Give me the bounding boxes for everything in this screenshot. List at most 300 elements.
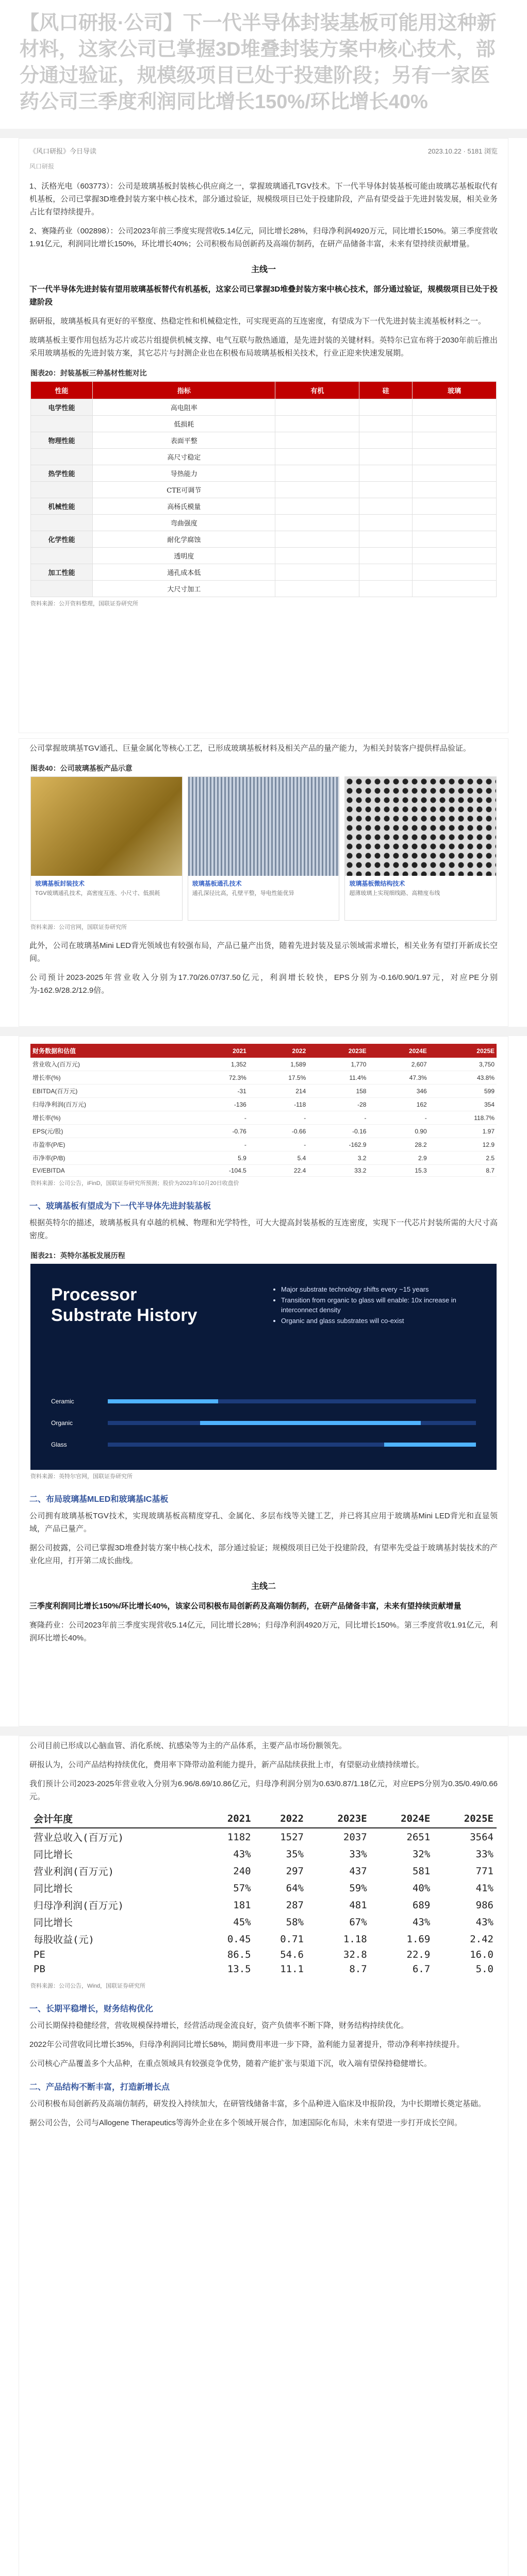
figure-note: 资料来源：公司公告，iFinD，国联证券研究所预测；股价为2023年10月20日收盘价 <box>30 1180 239 1187</box>
table-row <box>31 432 497 449</box>
forecast-table <box>30 1809 497 1976</box>
table-cell: 2037 <box>343 1831 367 1843</box>
table-cell: 1527 <box>280 1831 304 1843</box>
product-caption <box>345 876 496 920</box>
table-cell: 0.90 <box>368 1125 429 1138</box>
article-author: 风口研报 <box>29 163 55 170</box>
table-cell <box>275 482 359 498</box>
table-row <box>30 1058 497 1071</box>
table-row <box>31 416 497 432</box>
table-cell: 11.4% <box>308 1071 368 1084</box>
table-cell: 35% <box>286 1848 304 1860</box>
table-header-row <box>31 382 497 399</box>
table-row <box>31 465 497 482</box>
paragraph: 研报认为，公司产品结构持续优化，费用率下降带动盈利能力提升，新产品陆续获批上市，有望驱动业绩持续增长。 <box>29 1760 424 1769</box>
table-cell: 大尺寸加工 <box>93 581 275 597</box>
table-cell: 化学性能 <box>31 531 93 548</box>
table-cell: 弯曲强度 <box>93 515 275 531</box>
product-name: 玻璃基板封装技术 <box>35 880 85 887</box>
table-cell <box>31 581 93 597</box>
table-cell: 297 <box>286 1865 304 1877</box>
paragraph: 公司预计2023-2025年营业收入分别为17.70/26.07/37.50亿元，利润增长较快，EPS分别为-0.16/0.90/1.97元，对应PE分别为-162.9/28.2/12.9倍。 <box>29 973 498 995</box>
table-cell <box>275 581 359 597</box>
table-cell: 22.9 <box>406 1949 431 1960</box>
table-cell: 33% <box>349 1848 367 1860</box>
table-cell: 1182 <box>227 1831 251 1843</box>
table-row <box>30 1845 497 1862</box>
timeline-bar <box>108 1443 476 1447</box>
timeline-label: Ceramic <box>51 1398 74 1405</box>
table-header-cell: 2024E <box>370 1809 434 1828</box>
table-cell: 28.2 <box>368 1138 429 1151</box>
table-cell: 346 <box>368 1084 429 1098</box>
table-cell: - <box>249 1111 308 1125</box>
table-header-cell: 性能 <box>31 382 93 399</box>
table-cell: 8.7 <box>349 1963 367 1975</box>
table-header-cell: 有机 <box>275 382 359 399</box>
table-header-cell: 硅 <box>359 382 413 399</box>
table-cell <box>359 449 413 465</box>
table-cell: 营业收入(百万元) <box>30 1058 189 1071</box>
table-cell <box>359 581 413 597</box>
table-cell: 1.69 <box>406 1933 431 1945</box>
table-cell: 5.4 <box>249 1151 308 1165</box>
table-cell: 市盈率(P/E) <box>30 1138 189 1151</box>
table-row <box>30 1930 497 1947</box>
article-card-1 <box>19 138 508 733</box>
table-header-cell: 指标 <box>93 382 275 399</box>
section-heading: 二、产品结构不断丰富，打造新增长点 <box>29 2083 170 2092</box>
table-cell: - <box>368 1111 429 1125</box>
timeline-bar <box>108 1421 476 1425</box>
paragraph: 公司积极布局创新药及高端仿制药，研发投入持续加大，在研管线储备丰富，多个品种进入临床及申报阶段，为中长期增长奠定基础。 <box>29 2099 486 2108</box>
financial-table <box>30 1044 497 1177</box>
table-header-row <box>30 1809 497 1828</box>
table-cell: 599 <box>429 1084 497 1098</box>
table-row <box>31 399 497 416</box>
table-cell: 市净率(P/B) <box>30 1151 189 1165</box>
table-cell: 2.42 <box>470 1933 493 1945</box>
figure-note: 资料来源：公开资料整理，国联证券研究所 <box>30 601 138 607</box>
product-desc: TGV玻璃通孔技术，高密度互连、小尺寸、低损耗 <box>35 890 160 896</box>
table-cell: 15.3 <box>368 1165 429 1177</box>
table-cell: 高杨氏模量 <box>93 498 275 515</box>
table-cell: -0.16 <box>308 1125 368 1138</box>
section-heading: 一、玻璃基板有望成为下一代半导体先进封装基板 <box>29 1202 211 1211</box>
table-header-cell: 2024E <box>368 1044 429 1058</box>
table-cell <box>412 465 496 482</box>
table-cell: - <box>308 1111 368 1125</box>
table-row <box>30 1879 497 1896</box>
table-cell: -104.5 <box>189 1165 248 1177</box>
table-cell: 0.45 <box>227 1933 251 1945</box>
timeline-row <box>51 1414 476 1432</box>
table-row <box>30 1862 497 1879</box>
table-header-cell: 2025E <box>429 1044 497 1058</box>
intro-item-2: 2、赛隆药业（002898）：公司2023年前三季度实现营收5.14亿元，同比增长28%，归母净利润4920万元，同比增长150%。第三季度营收1.91亿元，利润同比增长150%，环比增长40%；公司积极布局创新药及高端仿制药，在研产品储备丰富，未来有望持续贡献增量。 <box>29 227 498 248</box>
section-summary <box>19 1597 508 1616</box>
table-cell: 1,352 <box>189 1058 248 1071</box>
product-name: 玻璃基板通孔技术 <box>192 880 242 887</box>
table-cell: EPS(元/股) <box>30 1125 189 1138</box>
table-cell: EBITDA(百万元) <box>30 1084 189 1098</box>
figure-title: 图表40：公司玻璃基板产品示意 <box>30 764 133 772</box>
table-cell: PE <box>34 1949 45 1960</box>
table-header-cell: 会计年度 <box>30 1809 201 1828</box>
table-cell <box>275 416 359 432</box>
table-cell: 低损耗 <box>93 416 275 432</box>
table-cell <box>412 416 496 432</box>
table-cell: 3564 <box>470 1831 493 1843</box>
table-cell: 771 <box>475 1865 493 1877</box>
paragraph: 据公司披露，公司已掌握3D堆叠封装方案中核心技术，部分通过验证；规模级项目已处于投建阶段，有望率先受益于玻璃基封装技术的产业化应用，打开第二成长曲线。 <box>29 1544 498 1565</box>
table-header-cell: 财务数据和估值 <box>30 1044 189 1058</box>
product-caption <box>31 876 182 920</box>
section-heading: 一、长期平稳增长，财务结构优化 <box>29 2005 154 2013</box>
table-cell <box>412 515 496 531</box>
table-cell <box>275 548 359 564</box>
table-cell: 181 <box>233 1899 251 1911</box>
table-cell: 11.1 <box>280 1963 304 1975</box>
table-cell <box>275 449 359 465</box>
table-cell <box>412 449 496 465</box>
slide-bullets <box>273 1284 495 1327</box>
paragraph: 此外，公司在玻璃基Mini LED背光领域也有较强布局，产品已量产出货，随着先进封装及显示领域需求增长，相关业务有望打开新成长空间。 <box>29 941 498 963</box>
table-cell: 43% <box>475 1916 493 1928</box>
table-row <box>30 1084 497 1098</box>
table-cell: 54.6 <box>280 1949 304 1960</box>
table-cell: -0.76 <box>189 1125 248 1138</box>
timeline-bar <box>108 1399 476 1403</box>
intro-item-1: 1、沃格光电（603773）：公司是玻璃基板封装核心供应商之一，掌握玻璃通孔TGV技术。下一代半导体封装基板可能由玻璃芯基板取代有机基板，公司已掌握3D堆叠封装方案中核心技术，部分通过验证，规模级项目已处于投建阶段，产品有望受益于先进封装发展，相关业务占比有望持续提升。 <box>29 182 498 216</box>
paragraph: 2022年公司营收同比增长35%，归母净利润同比增长58%，期间费用率进一步下降，盈利能力显著提升，带动净利率持续提升。 <box>29 2040 465 2049</box>
table-cell <box>359 531 413 548</box>
section-header: 主线二 <box>251 1582 276 1591</box>
table-cell <box>275 432 359 449</box>
table-header-cell: 2023E <box>308 1044 368 1058</box>
product-caption <box>188 876 339 920</box>
table-cell <box>275 515 359 531</box>
table-cell: -162.9 <box>308 1138 368 1151</box>
table-header-cell: 2021 <box>201 1809 254 1828</box>
table-cell: 72.3% <box>189 1071 248 1084</box>
table-cell: 12.9 <box>429 1138 497 1151</box>
table-cell: 16.0 <box>470 1949 493 1960</box>
product-image <box>30 776 183 921</box>
table-cell <box>359 416 413 432</box>
table-cell: 通孔成本低 <box>93 564 275 581</box>
paragraph: 赛隆药业：公司2023年前三季度实现营收5.14亿元，同比增长28%；归母净利润4920万元，同比增长150%。第三季度营收1.91亿元，利润环比增长40%。 <box>29 1621 498 1642</box>
table-cell: 162 <box>368 1098 429 1111</box>
table-cell: 58% <box>286 1916 304 1928</box>
table-cell: 增长率(%) <box>30 1111 189 1125</box>
table-cell: 1.97 <box>429 1125 497 1138</box>
article-date: 2023.10.22 · 5181 浏览 <box>427 147 498 155</box>
table-cell <box>275 399 359 416</box>
slide-title <box>51 1284 197 1326</box>
table-cell: 22.4 <box>249 1165 308 1177</box>
table-cell: 13.5 <box>227 1963 251 1975</box>
table-header-cell: 2023E <box>307 1809 370 1828</box>
table-cell: 加工性能 <box>31 564 93 581</box>
intel-substrate-slide <box>30 1264 497 1470</box>
table-cell: 归母净利润(百万元) <box>30 1098 189 1111</box>
table-row <box>30 1947 497 1962</box>
table-cell: 营业利润(百万元) <box>34 1866 114 1877</box>
table-cell: 581 <box>412 1865 431 1877</box>
table-cell: - <box>189 1111 248 1125</box>
table-row <box>31 498 497 515</box>
headline <box>20 10 507 115</box>
section-summary <box>19 280 508 312</box>
table-cell <box>275 564 359 581</box>
table-cell: 57% <box>233 1882 251 1894</box>
table-cell: -118 <box>249 1098 308 1111</box>
product-desc: 通孔深径比高，孔壁平整，导电性能优异 <box>192 890 294 896</box>
table-cell: 表面平整 <box>93 432 275 449</box>
table-cell: 2.9 <box>368 1151 429 1165</box>
table-cell <box>31 449 93 465</box>
table-cell: 17.5% <box>249 1071 308 1084</box>
table-cell: 同比增长 <box>34 1883 73 1894</box>
table-cell: 1,589 <box>249 1058 308 1071</box>
headline-text: 【风口研报·公司】下一代半导体封装基板可能用这种新材料，这家公司已掌握3D堆叠封装方案中核心技术，部分通过验证，规模级项目已处于投建阶段；另有一家医药公司三季度利润同比增长150%/环比增长40% <box>20 12 497 113</box>
timeline-fill <box>108 1399 218 1403</box>
table-header-cell: 玻璃 <box>412 382 496 399</box>
timeline-fill <box>384 1443 476 1447</box>
product-image <box>344 776 497 921</box>
table-row <box>30 1828 497 1845</box>
table-header-cell: 2025E <box>433 1809 497 1828</box>
table-cell: 电学性能 <box>31 399 93 416</box>
figure-note: 资料来源：英特尔官网，国联证券研究所 <box>30 1473 133 1480</box>
table-cell <box>412 531 496 548</box>
table-cell: 归母净利润(百万元) <box>34 1900 124 1911</box>
table-header-cell: 2022 <box>254 1809 307 1828</box>
timeline-row <box>51 1393 476 1410</box>
table-cell: 67% <box>349 1916 367 1928</box>
timeline-fill <box>200 1421 421 1425</box>
table-cell: 86.5 <box>227 1949 251 1960</box>
table-cell: 45% <box>233 1916 251 1928</box>
table-cell: 2,607 <box>368 1058 429 1071</box>
product-desc: 超薄玻璃上实现细线路、高精度布线 <box>349 890 440 896</box>
figure-title: 图表20：封装基板三种基材性能对比 <box>30 369 147 377</box>
separator <box>0 1027 527 1036</box>
table-cell: EV/EBITDA <box>30 1165 189 1177</box>
product-name: 玻璃基板微结构技术 <box>349 880 405 887</box>
table-cell: 同比增长 <box>34 1849 73 1860</box>
table-cell: 40% <box>412 1882 431 1894</box>
table-row <box>31 581 497 597</box>
paragraph: 我们预计公司2023-2025年营业收入分别为6.96/8.69/10.86亿元，归母净利润分别为0.63/0.87/1.18亿元，对应EPS分别为0.35/0.49/0.66元。 <box>29 1780 498 1801</box>
slide-bullet: • Transition from organic to glass will enable: 10x increase in interconnect density <box>281 1295 495 1315</box>
paragraph: 公司目前已形成以心脑血管、消化系统、抗感染等为主的产品体系，主要产品市场份额领先。 <box>29 1741 347 1750</box>
slide-title-line: Substrate History <box>51 1306 197 1325</box>
table-cell: 同比增长 <box>34 1917 73 1928</box>
table-cell: 41% <box>475 1882 493 1894</box>
table-row <box>31 564 497 581</box>
table-cell: 增长率(%) <box>30 1071 189 1084</box>
table-row <box>30 1098 497 1111</box>
table-row <box>30 1151 497 1165</box>
table-cell: 437 <box>349 1865 367 1877</box>
table-row <box>30 1896 497 1913</box>
product-image-row <box>30 776 497 921</box>
table-header-cell: 2022 <box>249 1044 308 1058</box>
table-cell: -28 <box>308 1098 368 1111</box>
table-header-row <box>30 1044 497 1058</box>
table-cell: 0.71 <box>280 1933 304 1945</box>
table-cell: 高电阻率 <box>93 399 275 416</box>
table-cell: 机械性能 <box>31 498 93 515</box>
table-row <box>30 1111 497 1125</box>
table-cell: -31 <box>189 1084 248 1098</box>
article-card-3 <box>19 1036 508 1726</box>
table-cell: - <box>189 1138 248 1151</box>
figure-note: 资料来源：公司官网，国联证券研究所 <box>30 924 127 930</box>
table-cell: 5.9 <box>189 1151 248 1165</box>
table-cell <box>31 515 93 531</box>
table-cell: 营业总收入(百万元) <box>34 1832 124 1843</box>
table-cell: 33.2 <box>308 1165 368 1177</box>
paragraph: 公司长期保持稳健经营，营收规模保持增长，经营活动现金流良好，资产负债率不断下降，财务结构持续优化。 <box>29 2021 409 2030</box>
table-cell <box>359 399 413 416</box>
section-summary-text: 下一代半导体先进封装有望用玻璃基板替代有机基板，这家公司已掌握3D堆叠封装方案中核心技术，部分通过验证，规模级项目已处于投建阶段 <box>29 285 498 307</box>
section-header: 主线一 <box>251 265 276 274</box>
section-summary-text: 三季度利润同比增长150%/环比增长40%，该家公司积极布局创新药及高端仿制药，在研产品储备丰富，未来有望持续贡献增量 <box>29 1602 462 1611</box>
table-cell: 689 <box>412 1899 431 1911</box>
table-cell: -0.66 <box>249 1125 308 1138</box>
table-row <box>31 531 497 548</box>
timeline-label: Glass <box>51 1441 67 1448</box>
table-cell <box>359 465 413 482</box>
table-cell: 354 <box>429 1098 497 1111</box>
table-cell: 59% <box>349 1882 367 1894</box>
table-cell <box>359 515 413 531</box>
table-cell: 47.3% <box>368 1071 429 1084</box>
table-cell: 287 <box>286 1899 304 1911</box>
table-header-cell: 2021 <box>189 1044 248 1058</box>
section-heading: 二、布局玻璃基MLED和玻璃基IC基板 <box>29 1495 169 1504</box>
table-cell: 3.2 <box>308 1151 368 1165</box>
table-cell: -136 <box>189 1098 248 1111</box>
table-cell <box>412 482 496 498</box>
table-row <box>31 449 497 465</box>
table-cell: 物理性能 <box>31 432 93 449</box>
table-row <box>31 548 497 564</box>
table-cell: 5.0 <box>475 1963 493 1975</box>
table-cell: 240 <box>233 1865 251 1877</box>
table-row <box>30 1913 497 1930</box>
figure-note: 资料来源：公司公告，Wind，国联证券研究所 <box>30 1983 146 1989</box>
table-cell: 8.7 <box>429 1165 497 1177</box>
article-meta <box>19 139 508 161</box>
slide-bullet: • Organic and glass substrates will co-exist <box>281 1316 495 1326</box>
table-cell: 6.7 <box>412 1963 431 1975</box>
table-cell <box>359 432 413 449</box>
table-cell <box>31 416 93 432</box>
table-cell <box>275 531 359 548</box>
paragraph: 据公司公告，公司与Allogene Therapeutics等海外企业在多个领域开展合作，加速国际化布局，未来有望进一步打开成长空间。 <box>29 2119 462 2127</box>
table-cell: 32.8 <box>343 1949 367 1960</box>
table-cell: 1,770 <box>308 1058 368 1071</box>
table-cell: 每股收益(元) <box>34 1934 94 1945</box>
table-cell: 986 <box>475 1899 493 1911</box>
timeline-row <box>51 1436 476 1453</box>
table-row <box>30 1071 497 1084</box>
table-cell: 耐化学腐蚀 <box>93 531 275 548</box>
table-cell: - <box>249 1138 308 1151</box>
table-cell: 2651 <box>406 1831 431 1843</box>
table-cell: 481 <box>349 1899 367 1911</box>
table-cell <box>359 548 413 564</box>
comparison-table <box>30 381 497 597</box>
table-cell: 32% <box>412 1848 431 1860</box>
table-cell <box>412 498 496 515</box>
table-cell: 158 <box>308 1084 368 1098</box>
article-card-2 <box>19 738 508 1027</box>
table-cell: 43% <box>233 1848 251 1860</box>
table-row <box>30 1125 497 1138</box>
table-cell: 64% <box>286 1882 304 1894</box>
table-cell: 43.8% <box>429 1071 497 1084</box>
table-cell: 1.18 <box>343 1933 367 1945</box>
product-image <box>188 776 340 921</box>
table-cell <box>31 482 93 498</box>
table-cell <box>412 581 496 597</box>
timeline-label: Organic <box>51 1419 73 1427</box>
table-cell: 118.7% <box>429 1111 497 1125</box>
separator <box>0 1726 527 1736</box>
paragraph: 据研报，玻璃基板具有更好的平整度、热稳定性和机械稳定性，可实现更高的互连密度，有望成为下一代先进封装主流基板材料之一。 <box>29 317 486 326</box>
paragraph: 公司拥有玻璃基板TGV技术，实现玻璃基板高精度穿孔、金属化、多层布线等关键工艺，并已将其应用于玻璃基Mini LED背光和直显领域，产品已量产。 <box>29 1512 498 1533</box>
table-row <box>30 1962 497 1976</box>
table-cell <box>359 498 413 515</box>
table-cell: 热学性能 <box>31 465 93 482</box>
paragraph: 玻璃基板主要作用包括为芯片或芯片组提供机械支撑、电气互联与散热通道，是先进封装的关键材料。英特尔已宣布将于2030年前后推出采用玻璃基板的先进封装方案，其它芯片与封测企业也在积极布局玻璃基板相关技术，行业正迎来快速发展期。 <box>29 336 498 358</box>
article-source: 《风口研报》今日导读 <box>29 147 97 155</box>
paragraph: 公司核心产品覆盖多个大品种，在重点领域具有较强竞争优势，随着产能扩张与渠道下沉，收入端有望保持稳健增长。 <box>29 2059 432 2068</box>
slide-title-line: Processor <box>51 1285 137 1304</box>
article-card-4 <box>19 1736 508 2576</box>
table-row <box>30 1138 497 1151</box>
table-cell: 透明度 <box>93 548 275 564</box>
slide-bullet: • Major substrate technology shifts every ~15 years <box>281 1284 495 1294</box>
table-cell <box>359 482 413 498</box>
table-row <box>31 515 497 531</box>
table-cell: 高尺寸稳定 <box>93 449 275 465</box>
figure-title: 图表21：英特尔基板发展历程 <box>30 1251 125 1260</box>
table-cell: 33% <box>475 1848 493 1860</box>
table-cell <box>412 548 496 564</box>
table-cell <box>275 498 359 515</box>
table-cell <box>31 548 93 564</box>
table-cell <box>275 465 359 482</box>
table-cell: CTE可调节 <box>93 482 275 498</box>
table-cell: 3,750 <box>429 1058 497 1071</box>
table-row <box>31 482 497 498</box>
table-cell: PB <box>34 1963 45 1975</box>
table-cell <box>359 564 413 581</box>
paragraph: 根据英特尔的描述，玻璃基板具有卓越的机械、物理和光学特性，可大大提高封装基板的互连密度，实现下一代芯片封装所需的大尺寸高密度。 <box>29 1218 498 1240</box>
table-cell: 导热能力 <box>93 465 275 482</box>
table-cell: 43% <box>412 1916 431 1928</box>
table-cell: 214 <box>249 1084 308 1098</box>
table-cell: 2.5 <box>429 1151 497 1165</box>
paragraph: 公司掌握玻璃基TGV通孔、巨量金属化等核心工艺，已形成玻璃基板材料及相关产品的量产能力，为相关封装客户提供样品验证。 <box>29 744 471 753</box>
headline-band <box>0 0 527 129</box>
